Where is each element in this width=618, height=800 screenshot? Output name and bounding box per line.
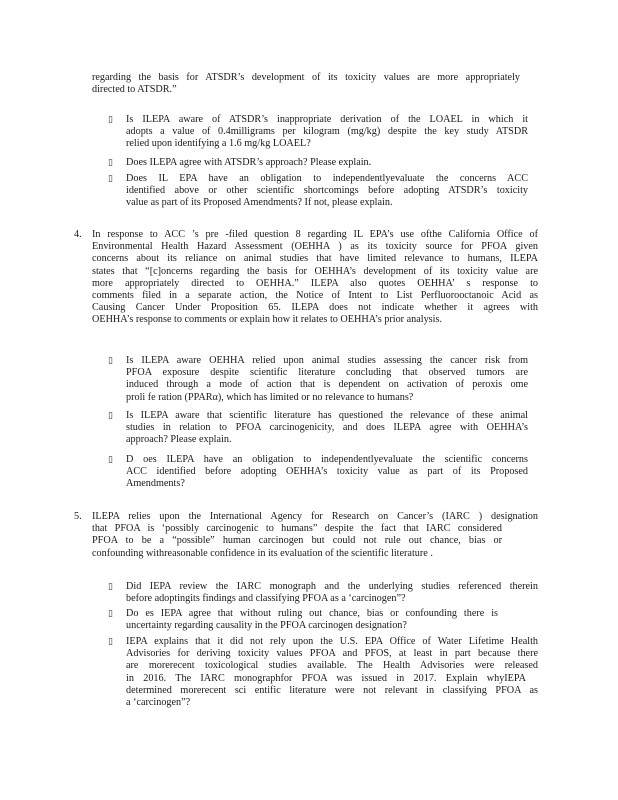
text-line: states that “[c]oncerns regarding the basis for OEHHA’s development of its toxicity value are <box>92 265 538 277</box>
text-line: Advisories for deriving toxicity values PFOA and PFOS, at least in part because there <box>126 648 538 660</box>
section-number: 5. <box>74 511 82 522</box>
section-paragraph <box>92 229 538 327</box>
text-line: OEHHA’s response to comments or explain how it relates to OEHHA’s prior analysis. <box>92 314 442 326</box>
text-line: Does ILEPA agree with ATSDR’s approach? Please explain. <box>126 157 372 168</box>
bullet-item <box>126 173 528 210</box>
text-line: Causing Cancer Under Proposition 65. ILEPA does not indicate whether it agrees with <box>92 302 538 314</box>
text-line: concerns about its reliance on animal studies that have limited relevance to humans, ILEPA <box>92 253 538 265</box>
text-line: confounding withreasonable confidence in its evaluation of the scientific literature . <box>92 547 433 559</box>
text-line: that PFOA is ‘possibly carcinogenic to humans” despite the fact that IARC considered <box>92 523 502 535</box>
bullet-item <box>126 581 538 605</box>
text-line: Environmental Health Hazard Assessment (OEHHA ) as its toxicity source for PFOA given <box>92 241 538 253</box>
bullet-icon: ▯ <box>108 411 113 421</box>
text-line: approach? Please explain. <box>126 434 232 446</box>
text-line: Did IEPA review the IARC monograph and the underlying studies referenced therein <box>126 581 538 592</box>
text-line: in 2016. The IARC monographfor PFOA was issued in 2017. Explain whyIEPA <box>126 672 526 684</box>
text-line: Does IL EPA have an obligation to independentlyevaluate the concerns ACC <box>126 173 528 184</box>
section-number: 4. <box>74 229 82 240</box>
text-line: PFOA to be a “possible” human carcinogen but could not rule out chance, bias or <box>92 535 502 547</box>
text-line: proli fe ration (PPARα), which has limited or no relevance to humans? <box>126 391 414 403</box>
text-line: regarding the basis for ATSDR’s development of its toxicity values are more appropriately <box>92 72 520 83</box>
text-line: determined morerecent sci entific literature were not relevant in classifying PFOA as <box>126 684 538 696</box>
text-line: more appropriately directed to OEHHA.” ILEPA also quotes OEHHA’ s response to <box>92 277 538 289</box>
bullet-item <box>126 355 528 404</box>
bullet-icon: ▯ <box>108 455 113 465</box>
text-line: studies in relation to PFOA carcinogenicity, and does ILEPA agree with OEHHA’s <box>126 422 528 434</box>
bullet-icon: ▯ <box>108 158 113 168</box>
text-line: In response to ACC ’s pre -filed question 8 regarding IL EPA’s use ofthe California Office of <box>92 229 538 240</box>
bullet-icon: ▯ <box>108 582 113 592</box>
text-line: comments filed in a separate action, the Notice of Intent to List Perfluorooctanoic Acid as <box>92 290 538 302</box>
bullet-item <box>126 454 528 491</box>
text-line: Is ILEPA aware of ATSDR’s inappropriate derivation of the LOAEL in which it <box>126 114 528 125</box>
intro-paragraph <box>92 72 520 96</box>
bullet-item <box>126 114 528 151</box>
bullet-icon: ▯ <box>108 115 113 125</box>
text-line: ILEPA relies upon the International Agency for Research on Cancer’s (IARC ) designation <box>92 511 538 522</box>
text-line: before adoptingits findings and classifying PFOA as a ‘carcinogen”? <box>126 593 406 605</box>
bullet-item <box>126 410 528 447</box>
text-line: Do es IEPA agree that without ruling out chance, bias or confounding there is <box>126 608 498 619</box>
text-line: uncertainty regarding causality in the PFOA carcinogen designation? <box>126 620 407 632</box>
bullet-icon: ▯ <box>108 609 113 619</box>
text-line: Is ILEPA aware OEHHA relied upon animal studies assessing the cancer risk from <box>126 355 528 366</box>
text-line: directed to ATSDR.” <box>92 84 177 96</box>
text-line: D oes ILEPA have an obligation to independentlyevaluate the scientific concerns <box>126 454 528 465</box>
section-paragraph <box>92 511 538 560</box>
text-line: value as part of its Proposed Amendments? If not, please explain. <box>126 197 393 209</box>
bullet-icon: ▯ <box>108 174 113 184</box>
bullet-icon: ▯ <box>108 356 113 366</box>
bullet-item <box>126 608 498 632</box>
text-line: PFOA exposure despite scientific literature concluding that observed tumors are <box>126 367 528 379</box>
bullet-item <box>126 157 528 169</box>
text-line: Is ILEPA aware that scientific literature has questioned the relevance of these animal <box>126 410 528 421</box>
text-line: ACC identified before adopting OEHHA’s toxicity value as part of its Proposed <box>126 466 528 478</box>
text-line: identified above or other scientific shortcomings before adopting ATSDR’s toxicity <box>126 185 528 197</box>
text-line: adopts a value of 0.4milligrams per kilogram (mg/kg) despite the key study ATSDR <box>126 126 528 138</box>
text-line: a ‘carcinogen”? <box>126 697 191 709</box>
bullet-item <box>126 636 538 709</box>
text-line: are morerecent toxicological studies available. The Health Advisories were released <box>126 660 538 672</box>
text-line: IEPA explains that it did not rely upon the U.S. EPA Office of Water Lifetime Health <box>126 636 538 647</box>
text-line: induced through a mode of action that is dependent on activation of peroxis ome <box>126 379 528 391</box>
text-line: Amendments? <box>126 478 185 490</box>
text-line: relied upon identifying a 1.6 mg/kg LOAEL? <box>126 138 311 150</box>
bullet-icon: ▯ <box>108 637 113 647</box>
